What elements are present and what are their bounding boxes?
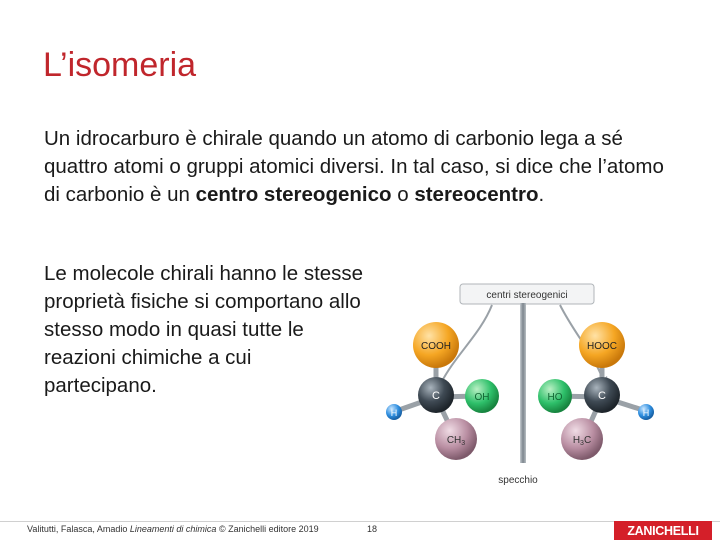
properties-paragraph: Le molecole chirali hanno le stesse proprietà fisiche si comportano allo stesso modo in quasi tutte le reazioni chimiche a cui partecipano. — [44, 262, 364, 397]
left-oh-label: OH — [474, 392, 490, 403]
right-h3c-atom — [561, 418, 603, 460]
paragraph-intro: Un idrocarburo è chirale quando un atomo di carbonio lega a sé quattro atomi o gruppi atomici diversi. In tal caso, si dice che l’atomo di carbonio è un — [44, 127, 664, 206]
paragraph-end: . — [538, 183, 545, 206]
citation-authors: Valitutti, Falasca, Amadio — [27, 524, 130, 534]
left-carbon-label: C — [432, 390, 440, 402]
left-h-label: H — [390, 408, 398, 418]
citation-publisher: © Zanichelli editore 2019 — [216, 524, 319, 534]
page-number: 18 — [367, 524, 378, 534]
left-ch3-label: $CH_3$ — [446, 435, 466, 447]
paragraph-connector: o — [391, 183, 415, 206]
right-h-label: H — [642, 408, 650, 418]
left-cooh-label: COOH — [421, 341, 451, 352]
stereocenters-label: centri stereogenici — [486, 290, 568, 301]
enantiomer-figure — [380, 275, 680, 495]
right-carbon-label: C — [598, 390, 606, 402]
term-stereocenter: stereocentro — [414, 183, 539, 206]
slide-title: L’isomeria — [43, 46, 197, 84]
right-hooc-label: HOOC — [587, 341, 617, 352]
mirror-plane — [520, 303, 526, 463]
mirror-label: specchio — [498, 475, 538, 486]
right-h3c-label: $H_3C$ — [572, 435, 592, 447]
footer-citation — [27, 524, 319, 534]
citation-book-title: Lineamenti di chimica — [129, 524, 217, 534]
publisher-logo: ZANICHELLI — [614, 521, 712, 540]
chirality-paragraph — [44, 125, 684, 209]
term-stereogenic-center: centro stereogenico — [195, 183, 392, 206]
footer-divider — [0, 521, 720, 522]
right-ho-label: HO — [547, 392, 563, 403]
